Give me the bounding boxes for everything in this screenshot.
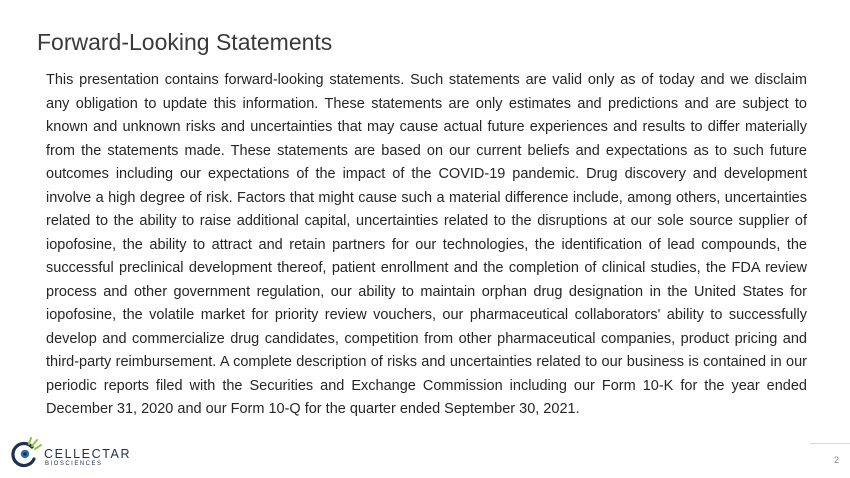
- footer-divider: [810, 443, 850, 444]
- page-title: Forward-Looking Statements: [37, 29, 333, 55]
- company-logo: [10, 437, 140, 471]
- disclaimer-paragraph: This presentation contains forward-looking statements. Such statements are valid only as of today and we disclaim any obligation to update this information. These statements are only estimates and predictions and are subject to known and unknown risks and uncertainties that may cause actual future experiences and results to differ materially from the statements made. These statements are based on our current beliefs and expectations as to such future outcomes including our expectations of the impact of the COVID-19 pandemic. Drug discovery and development involve a high degree of risk. Factors that might cause such a material difference include, among others, uncertainties related to the ability to raise additional capital, uncertainties related to the disruptions at our sole source supplier of iopofosine, the ability to attract and retain partners for our technologies, the identification of lead compounds, the successful preclinical development thereof, patient enrollment and the completion of clinical studies, the FDA review process and other government regulation, our ability to maintain orphan drug designation in the United States for iopofosine, the volatile market for priority review vouchers, our pharmaceutical collaborators' ability to successfully develop and commercialize drug candidates, competition from other pharmaceutical companies, product pricing and third-party reimbursement. A complete description of risks and uncertainties related to our business is contained in our periodic reports filed with the Securities and Exchange Commission including our Form 10-K for the year ended December 31, 2020 and our Form 10-Q for the quarter ended September 30, 2021.: [46, 72, 807, 417]
- logo-wordmark: CELLECTAR: [44, 447, 132, 461]
- cellectar-logo-icon: [10, 437, 44, 471]
- page-number: 2: [834, 455, 840, 465]
- logo-subtitle: BIOSCIENCES: [45, 461, 103, 467]
